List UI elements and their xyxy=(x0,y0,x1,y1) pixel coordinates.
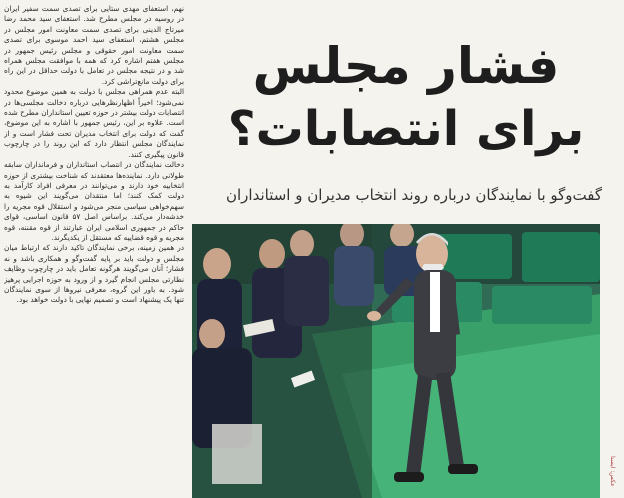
parliament-photo-illustration xyxy=(192,224,600,498)
article-paragraph: البته عدم همراهی مجلس با دولت به همین موضوع محدود نمی‌شود؛ اخیراً اظهارنظرهایی درباره دخالت مجلسی‌ها در انتصابات دولت بیشتر در حوزه تعیین استانداران مطرح شده است. علاوه بر این، رئیس جمهور با اشاره به این موضوع، گفت که دولت برای انتخاب مدیران تحت فشار است و از نمایندگان مجلس انتظار دارد که این روند را در چارچوب قانون پیگیری کنند. xyxy=(4,87,184,159)
photo-credit: عکس: ایسنا xyxy=(609,456,616,487)
article-headline xyxy=(206,38,606,157)
article-paragraph: در همین زمینه، برخی نمایندگان تاکید دارند که ارتباط میان مجلس و دولت باید بر پایه گفت‌وگو و همکاری باشد و نه فشار؛ آنان می‌گویند هرگونه تعامل باید در چارچوب وظایف نظارتی مجلس انجام گیرد و از ورود به حوزه اجرایی پرهیز شود. به باور این گروه، معرفی نیروها از سوی نمایندگان تنها یک پیشنهاد است و تصمیم نهایی با دولت خواهد بود. xyxy=(4,243,184,305)
article-body-column xyxy=(4,4,184,498)
parliament-photo xyxy=(192,224,600,498)
article-paragraph: نهم، استعفای مهدی ستایی برای تصدی سمت سفیر ایران در روسیه در مجلس مطرح شد. استعفای سید محمد رضا میرتاج الدینی برای تصدی سمت معاونت امور مجلس در مجلس هشتم، استعفای سید احمد موسوی برای تصدی سمت معاونت امور حقوقی و مجلس رئیس جمهور در مجلس هفتم اشاره کرد که همه با موافقت مجلس همراه شد و در نتیجه مجلس در تعامل با دولت حداقل در این راه برای دولت مانع‌تراشی کرد. xyxy=(4,4,184,86)
headline-line-1: فشار مجلس xyxy=(252,37,560,95)
headline-line-2: برای انتصابات؟ xyxy=(227,100,585,157)
article-subtitle: گفت‌وگو با نمایندگان درباره روند انتخاب مدیران و استانداران xyxy=(225,186,602,204)
article-paragraph: دخالت نمایندگان در انتصاب استانداران و فرمانداران سابقه طولانی دارد. نماینده‌ها معتقدند که شناخت بیشتری از حوزه انتخابیه خود دارند و می‌توانند در معرفی افراد کارآمد به دولت کمک کنند؛ اما منتقدان می‌گویند این شیوه به سهم‌خواهی سیاسی منجر می‌شود و استقلال قوه مجریه را خدشه‌دار می‌کند. براساس اصل ۵۷ قانون اساسی، قوای حاکم در جمهوری اسلامی ایران عبارتند از قوه مقننه، قوه مجریه و قوه قضاییه که مستقل از یکدیگرند. xyxy=(4,160,184,242)
